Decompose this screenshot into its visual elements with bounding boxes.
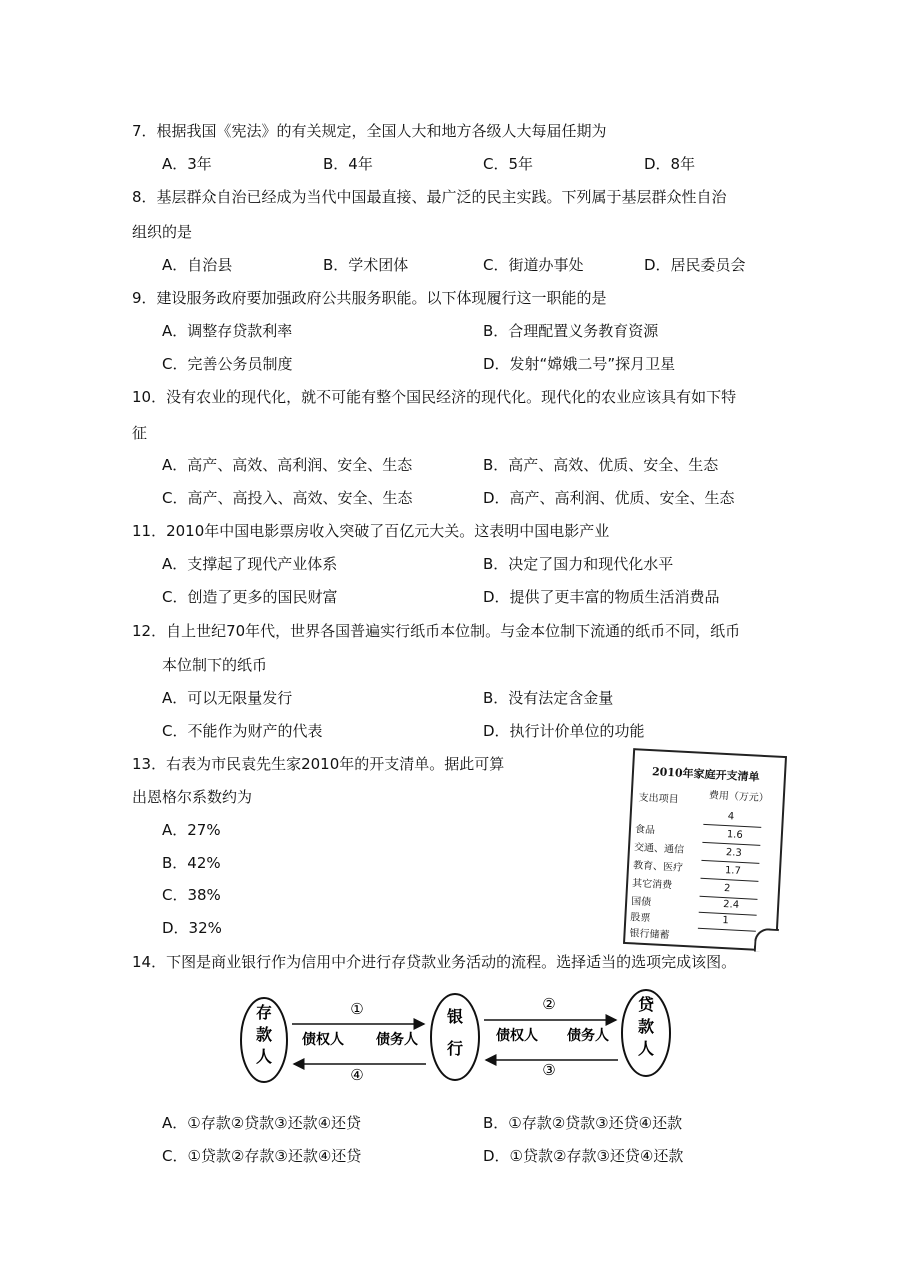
creditor-label-right: 债权人 xyxy=(496,1028,538,1044)
q12-stem-cont: 本位制下的纸币 xyxy=(162,656,268,674)
q8-stem-cont: 组织的是 xyxy=(132,223,193,241)
depositor-label-3: 人 xyxy=(255,1047,273,1066)
q11-option-b: B．决定了国力和现代化水平 xyxy=(483,555,674,573)
slip-rule xyxy=(698,928,756,932)
slip-value: 1.7 xyxy=(724,865,742,877)
q12-option-b: B．没有法定含金量 xyxy=(483,689,614,707)
slip-item: 其它消费 xyxy=(631,878,673,892)
q8-option-d: D．居民委员会 xyxy=(644,256,746,274)
slip-col-item: 支出项目 xyxy=(638,792,679,806)
q12-option-d: D．执行计价单位的功能 xyxy=(483,722,645,740)
slip-item: 教育、医疗 xyxy=(632,860,684,874)
slip-rule xyxy=(703,824,761,828)
marker-4: ④ xyxy=(350,1066,364,1084)
q9-option-c: C．完善公务员制度 xyxy=(162,355,293,373)
slip-value: 1.6 xyxy=(726,829,744,841)
slip-value: 2.4 xyxy=(722,899,740,911)
q12-option-c: C．不能作为财产的代表 xyxy=(162,722,323,740)
expense-slip xyxy=(623,748,787,952)
q13-option-b: B．42% xyxy=(162,854,221,872)
q13-stem-cont: 出恩格尔系数约为 xyxy=(132,788,253,806)
q13-stem: 13．右表为市民袁先生家2010年的开支清单。据此可算 xyxy=(132,755,505,773)
q9-option-b: B．合理配置义务教育资源 xyxy=(483,322,659,340)
q14-option-a: A．①存款②贷款③还款④还贷 xyxy=(162,1114,362,1132)
slip-value: 1 xyxy=(722,915,729,927)
depositor-label-2: 款 xyxy=(255,1025,273,1044)
marker-2: ② xyxy=(542,995,556,1013)
slip-item: 国债 xyxy=(630,896,652,909)
debtor-label-right: 债务人 xyxy=(567,1028,609,1044)
q13-option-d: D．32% xyxy=(162,919,222,937)
depositor-label-1: 存 xyxy=(255,1003,273,1022)
q10-stem-cont: 征 xyxy=(132,424,148,442)
q14-option-b: B．①存款②贷款③还贷④还款 xyxy=(483,1114,683,1132)
page-curl xyxy=(754,928,779,953)
q8-stem: 8．基层群众自治已经成为当代中国最直接、最广泛的民主实践。下列属于基层群众性自治 xyxy=(132,188,727,206)
q14-stem: 14．下图是商业银行作为信用中介进行存贷款业务活动的流程。选择适当的选项完成该图。 xyxy=(132,953,737,971)
q12-stem: 12．自上世纪70年代，世界各国普遍实行纸币本位制。与金本位制下流通的纸币不同，纸币 xyxy=(132,622,741,640)
slip-item: 食品 xyxy=(634,824,656,837)
borrower-label-2: 款 xyxy=(637,1017,655,1036)
slip-item: 银行储蓄 xyxy=(629,928,670,942)
q7-stem: 7．根据我国《宪法》的有关规定，全国人大和地方各级人大每届任期为 xyxy=(132,122,607,140)
slip-rule xyxy=(701,860,759,864)
slip-item: 交通、通信 xyxy=(633,842,685,856)
q11-option-a: A．支撑起了现代产业体系 xyxy=(162,555,338,573)
q14-option-c: C．①贷款②存款③还款④还贷 xyxy=(162,1147,362,1165)
q11-option-d: D．提供了更丰富的物质生活消费品 xyxy=(483,588,720,606)
slip-value: 2.3 xyxy=(725,847,743,859)
q13-option-a: A．27% xyxy=(162,821,221,839)
bank-label-2: 行 xyxy=(446,1039,464,1058)
q10-option-a: A．高产、高效、高利润、安全、生态 xyxy=(162,456,413,474)
q7-option-a: A．3年 xyxy=(162,155,212,173)
q12-option-a: A．可以无限量发行 xyxy=(162,689,293,707)
debtor-label-left: 债务人 xyxy=(376,1032,418,1048)
q10-stem: 10．没有农业的现代化，就不可能有整个国民经济的现代化。现代化的农业应该具有如下特 xyxy=(132,388,737,406)
q9-option-d: D．发射“嫦娥二号”探月卫星 xyxy=(483,355,676,373)
bank-label-1: 银 xyxy=(446,1007,464,1026)
q7-option-c: C．5年 xyxy=(483,155,534,173)
q9-option-a: A．调整存贷款利率 xyxy=(162,322,293,340)
q8-option-a: A．自治县 xyxy=(162,256,233,274)
q8-option-c: C．街道办事处 xyxy=(483,256,584,274)
borrower-label-3: 人 xyxy=(637,1039,655,1058)
creditor-label-left: 债权人 xyxy=(302,1032,344,1048)
slip-title: 2010年家庭开支清单 xyxy=(651,765,760,784)
q9-stem: 9．建设服务政府要加强政府公共服务职能。以下体现履行这一职能的是 xyxy=(132,289,607,307)
q7-option-b: B．4年 xyxy=(323,155,373,173)
q7-option-d: D．8年 xyxy=(644,155,696,173)
q10-option-b: B．高产、高效、优质、安全、生态 xyxy=(483,456,719,474)
q8-option-b: B．学术团体 xyxy=(323,256,409,274)
slip-rule xyxy=(700,878,758,882)
slip-value: 4 xyxy=(727,811,735,823)
slip-item: 股票 xyxy=(630,912,651,925)
q10-option-c: C．高产、高投入、高效、安全、生态 xyxy=(162,489,413,507)
marker-1: ① xyxy=(350,1000,364,1018)
slip-col-cost: 费用（万元） xyxy=(708,790,770,805)
q14-option-d: D．①贷款②存款③还贷④还款 xyxy=(483,1147,684,1165)
slip-rule xyxy=(702,842,760,846)
borrower-label-1: 贷 xyxy=(637,995,655,1014)
q13-option-c: C．38% xyxy=(162,886,221,904)
marker-3: ③ xyxy=(542,1061,556,1079)
q11-option-c: C．创造了更多的国民财富 xyxy=(162,588,338,606)
q11-stem: 11．2010年中国电影票房收入突破了百亿元大关。这表明中国电影产业 xyxy=(132,522,610,540)
q10-option-d: D．高产、高利润、优质、安全、生态 xyxy=(483,489,735,507)
slip-value: 2 xyxy=(723,883,731,895)
credit-flow-diagram xyxy=(0,984,909,1094)
